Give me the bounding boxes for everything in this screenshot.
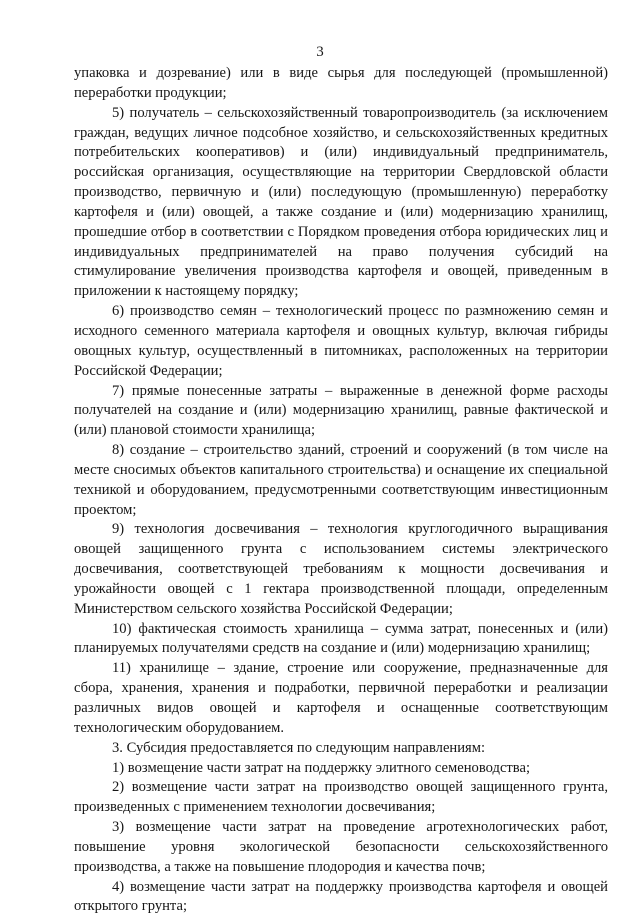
paragraph-item-11: 11) хранилище – здание, строение или сооружение, предназначенные для сбора, хранения, хранения и подработки, первичной переработки и реализации различных видов овощей и картофеля и оснащенные соответствующим технологическим оборудованием. — [74, 660, 608, 736]
paragraph-continuation: упаковка и дозревание) или в виде сырья для последующей (промышленной) переработки продукции; — [74, 65, 608, 101]
paragraph-item-5: 5) получатель – сельскохозяйственный товаропроизводитель (за исключением граждан, ведущих личное подсобное хозяйство, и сельскохозяйственных кредитных потребительских кооперативов) и (или) индивидуальный предприниматель, российская организация, осуществляющие на территории Свердловской области производство, первичную и (или) последующую (промышленную) переработку картофеля и (или) овощей, а также создание и (или) модернизацию хранилищ, прошедшие отбор в соответствии с Порядком проведения отбора юридических лиц и индивидуальных предпринимателей на право получения субсидий на стимулирование увеличения производства картофеля и овощей, приведенным в приложении к настоящему порядку; — [74, 104, 608, 300]
paragraph-direction-2: 2) возмещение части затрат на производство овощей защищенного грунта, произведенных с применением технологии досвечивания; — [74, 779, 608, 816]
page-number: 3 — [316, 44, 324, 60]
paragraph-direction-1: 1) возмещение части затрат на поддержку элитного семеноводства; — [112, 759, 531, 776]
paragraph-item-10: 10) фактическая стоимость хранилища – сумма затрат, понесенных и (или) планируемых получателями средств на создание и (или) модернизацию хранилищ; — [74, 620, 608, 657]
paragraph-item-6: 6) производство семян – технологический процесс по размножению семян и исходного семенного материала картофеля и овощных культур, включая гибриды овощных культур, осуществленный в питомниках, расположенных на территории Российской Федерации; — [74, 303, 608, 379]
paragraph-direction-3: 3) возмещение части затрат на проведение агротехнологических работ, повышение уровня экологической безопасности сельскохозяйственного производства, а также на повышение плодородия и качества почв; — [74, 819, 608, 875]
paragraph-section-3: 3. Субсидия предоставляется по следующим направлениям: — [112, 739, 486, 756]
paragraph-item-8: 8) создание – строительство зданий, строений и сооружений (в том числе на месте сносимых объектов капитального строительства) и оснащение их специальной техникой и оборудованием, предусмотренными соответствующим инвестиционным проектом; — [74, 442, 608, 518]
paragraph-direction-4: 4) возмещение части затрат на поддержку производства картофеля и овощей открытого грунта; — [74, 878, 608, 915]
paragraph-item-7: 7) прямые понесенные затраты – выраженные в денежной форме расходы получателей на создание и (или) модернизацию хранилищ, равные фактической и (или) плановой стоимости хранилища; — [74, 382, 608, 439]
document-body — [74, 64, 608, 917]
paragraph-item-9: 9) технология досвечивания – технология круглогодичного выращивания овощей защищенного грунта с использованием системы электрического досвечивания, соответствующей требованиям к мощности досвечивания и урожайности овощей с 1 гектара производственной площади, определенным Министерством сельского хозяйства Российской Федерации; — [74, 521, 608, 617]
